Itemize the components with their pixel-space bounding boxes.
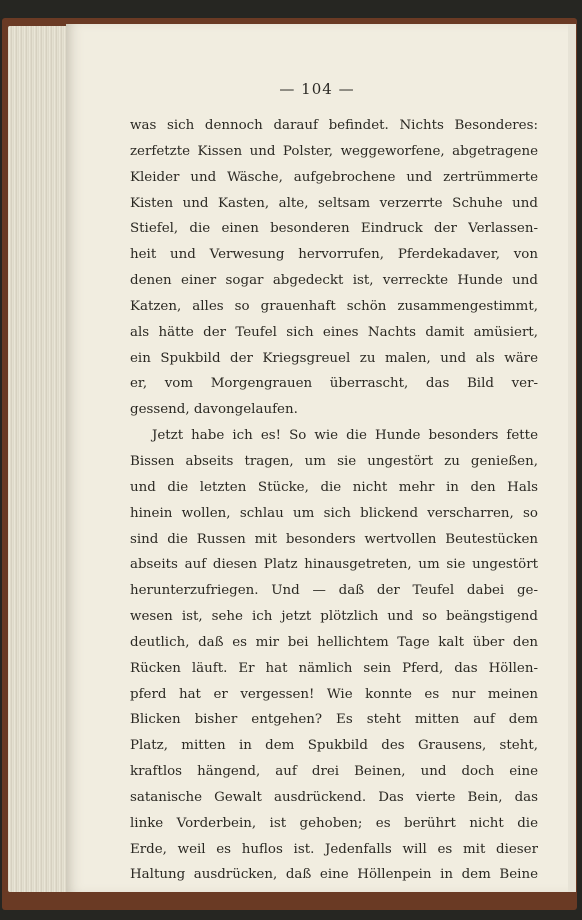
text-line: sind die Russen mit besonders wertvollen Beutestücken xyxy=(130,531,538,547)
text-line: Kleider und Wäsche, aufgebrochene und zertrümmerte xyxy=(130,169,538,185)
text-line: denen einer sogar abgedeckt ist, verreckte Hunde und xyxy=(130,273,538,289)
page-right-edge xyxy=(568,24,576,892)
text-line: Platz, mitten in dem Spukbild des Grausens, steht, xyxy=(130,738,538,754)
text-line: Katzen, alles so grauenhaft schön zusammengestimmt, xyxy=(130,298,538,314)
page-stack-edge xyxy=(8,26,68,892)
text-line: satanische Gewalt ausdrückend. Das vierte Bein, das xyxy=(130,789,538,805)
paragraph-end-line: gessend, davongelaufen. xyxy=(130,402,298,418)
text-line: hinein wollen, schlau um sich blickend verscharren, so xyxy=(130,505,538,521)
paragraph-start-line: Jetzt habe ich es! So wie die Hunde besonders fette xyxy=(152,428,538,444)
text-line: Blicken bisher entgehen? Es steht mitten auf dem xyxy=(130,712,538,728)
text-line: er, vom Morgengrauen überrascht, das Bild ver- xyxy=(130,376,538,392)
text-line: heit und Verwesung hervorrufen, Pferdekadaver, von xyxy=(130,247,538,263)
text-line: Kisten und Kasten, alte, seltsam verzerrte Schuhe und xyxy=(130,195,538,211)
text-line: Bissen abseits tragen, um sie ungestört zu genießen, xyxy=(130,453,538,469)
text-line: zerfetzte Kissen und Polster, weggeworfene, abgetragene xyxy=(130,143,538,159)
book-page xyxy=(66,24,568,892)
text-line: als hätte der Teufel sich eines Nachts damit amüsiert, xyxy=(130,324,538,340)
page-number: — 104 — xyxy=(279,80,355,98)
text-line: ein Spukbild der Kriegsgreuel zu malen, und als wäre xyxy=(130,350,538,366)
text-line: linke Vorderbein, ist gehoben; es berührt nicht die xyxy=(130,815,538,831)
text-line: Erde, weil es huflos ist. Jedenfalls will es mit dieser xyxy=(130,841,538,857)
text-line: und die letzten Stücke, die nicht mehr in den Hals xyxy=(130,479,538,495)
text-line: Haltung ausdrücken, daß eine Höllenpein in dem Beine xyxy=(130,867,538,883)
text-line: wesen ist, sehe ich jetzt plötzlich und so beängstigend xyxy=(130,609,538,625)
text-line: Stiefel, die einen besonderen Eindruck der Verlassen- xyxy=(130,221,538,237)
text-line: pferd hat er vergessen! Wie konnte es nur meinen xyxy=(130,686,538,702)
text-line: herunterzufriegen. Und — daß der Teufel dabei ge- xyxy=(130,583,538,599)
text-line: was sich dennoch darauf befindet. Nichts Besonderes: xyxy=(130,118,538,133)
body-text xyxy=(130,113,538,888)
text-line: abseits auf diesen Platz hinausgetreten, um sie ungestört xyxy=(130,557,538,573)
text-line: kraftlos hängend, auf drei Beinen, und doch eine xyxy=(130,764,538,780)
text-line: Rücken läuft. Er hat nämlich sein Pferd, das Höllen- xyxy=(130,660,538,676)
text-line: deutlich, daß es mir bei hellichtem Tage kalt über den xyxy=(130,634,538,650)
